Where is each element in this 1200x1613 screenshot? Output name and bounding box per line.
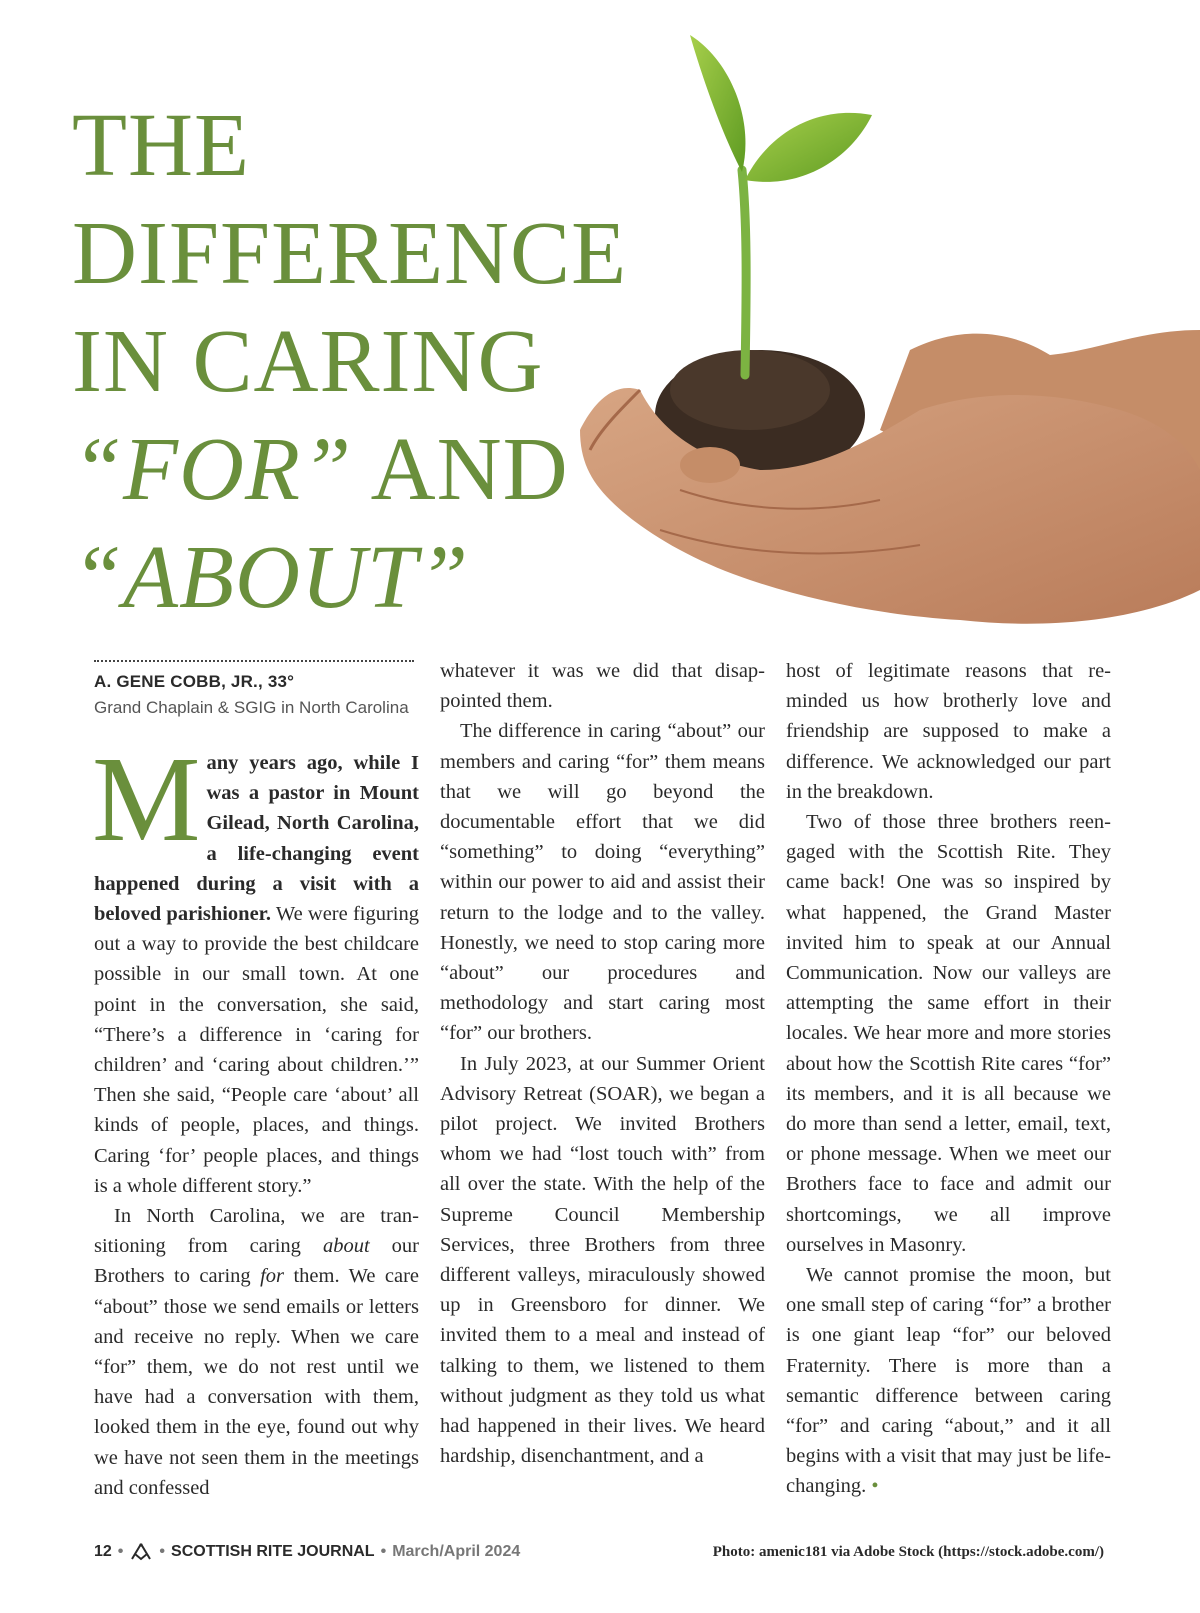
author-role: Grand Chaplain & SGIG in North Carolina [94,698,409,717]
title-about: “ABOUT” [72,528,470,627]
page-number: 12 [94,1543,112,1560]
issue-date: March/April 2024 [392,1543,521,1560]
paragraph: host of legitimate reasons that reminded us how brotherly love and friendship are supposed to make a difference. We acknowledged our part in the breakdown. [786,660,1111,803]
paragraph [92,732,419,1201]
lead-in: any years ago, while I was a pastor in Mount Gilead, North Carolina, a life-changing event happened during a visit with a beloved parishioner. [94,752,419,926]
separator-dot: • [380,1543,387,1560]
emphasis: for [260,1265,285,1288]
square-compass-icon [129,1543,153,1561]
paragraph-text: In North Carolina, we are transitioning from caring [94,1205,419,1258]
paragraph-text: our Brothers to caring [94,1235,419,1288]
title-line: DIFFERENCE [72,204,628,303]
article-column-2 [440,656,765,1471]
byline [94,672,424,718]
paragraph: In July 2023, at our Summer Orient Advisory Retreat (SOAR), we began a pilot project. We invited Brothers whom we had “lost touch with” from all over the state. With the help of the Supreme Council Membership Services, three Brothers from three different valleys, miraculously showed up in Greensboro for dinner. We invited them to a meal and instead of talking to them, we listened to them without judgment as they told us what had happened in their lives. We heard hardship, disenchantment, and a [440,1052,765,1468]
separator-dot: • [159,1543,166,1560]
hands-seedling-photo [580,30,1200,650]
article-column-3 [786,656,1111,1502]
paragraph: whatever it was we did that disappointed them. [440,660,765,713]
end-mark: • [871,1475,879,1498]
page-footer [94,1537,1104,1567]
folio [94,1543,520,1561]
byline-divider [94,660,414,662]
separator-dot: • [117,1543,124,1560]
paragraph-text: them. We care “about” those we send emails or letters and receive no reply. When we care “for” them, we do not rest until we have had a conversation with them, looked them in the eye, found out why we have not seen them in the meetings and confessed [94,1265,419,1499]
article-column-1 [92,732,419,1503]
author-name: A. GENE COBB, JR., 33° [94,672,295,691]
paragraph [94,1201,419,1503]
drop-cap: M [92,732,201,867]
photo-credit: Photo: amenic181 via Adobe Stock (https://stock.adobe.com/) [712,1543,1104,1560]
paragraph: The difference in caring “about” our members and caring “for” them means that we will go beyond the documentable effort that we did “something” to doing “everything” within our power to aid and assist their return to the lodge and to the valley. Honestly, we need to stop caring more “about” our procedures and methodology and start caring most “for” our brothers. [440,720,765,1045]
title-for: “FOR” [72,420,353,519]
title-line: THE [72,96,250,195]
paragraph-text: We were figuring out a way to provide the best childcare possible in our small town. At one point in the conversation, she said, “There’s a difference in ‘caring for children’ and ‘caring about children.’” Then she said, “People care ‘about’ all kinds of people, places, and things. Caring ‘for’ people places, and things is a whole different story.” [94,903,419,1197]
journal-name: SCOTTISH RITE JOURNAL [171,1543,375,1560]
emphasis: about [322,1235,370,1258]
title-and: AND [352,420,569,519]
paragraph [786,1260,1111,1502]
paragraph: Two of those three brothers reengaged with the Scottish Rite. They came back! One was so inspired by what happened, the Grand Master invited him to speak at our Annual Communication. Now our valleys are attempting the same effort in their locales. We hear more and more stories about how the Scottish Rite cares “for” its members, and it is all because we do more than send a letter, email, text, or phone message. When we meet our Brothers face to face and admit our shortcomings, we all improve ourselves in Masonry. [786,811,1111,1256]
paragraph-text: We cannot promise the moon, but one small step of caring “for” a brother is one giant leap “for” our beloved Fraternity. There is more than a semantic difference between caring “for” and caring “about,” and it all begins with a visit that may just be life-changing. [786,1264,1111,1498]
title-line: IN CARING [72,312,544,411]
